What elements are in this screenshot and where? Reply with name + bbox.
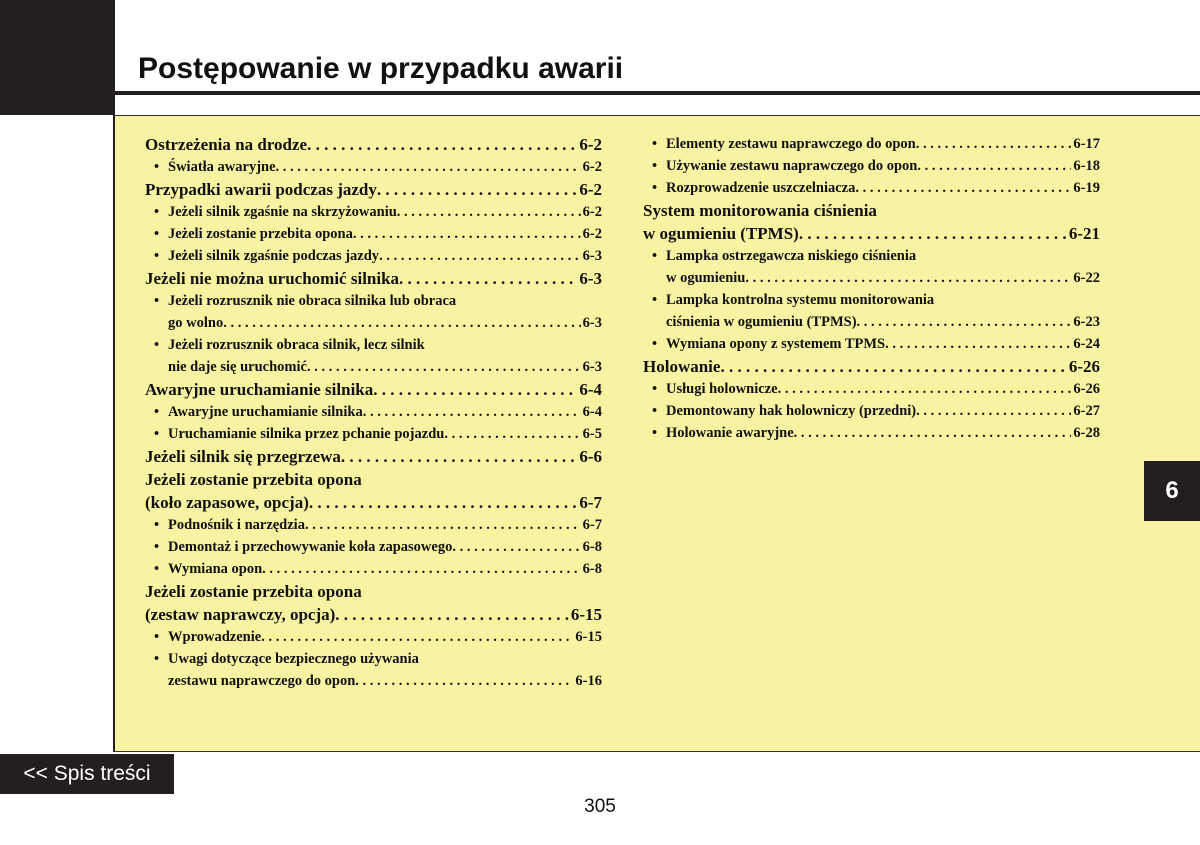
toc-entry-label-line1: Jeżeli zostanie przebita opona xyxy=(145,582,362,601)
dot-leader xyxy=(397,201,581,223)
toc-entry-label: Jeżeli silnik się przegrzewa xyxy=(145,447,341,466)
toc-entry-page: 6-7 xyxy=(579,493,602,512)
toc-entry-page: 6-24 xyxy=(1073,336,1100,352)
dot-leader xyxy=(307,356,581,378)
toc-entry-label: Demontowany hak holowniczy (przedni) xyxy=(666,403,917,419)
dot-leader xyxy=(309,491,577,514)
dot-leader xyxy=(916,133,1072,155)
toc-entry-label: Jeżeli nie można uruchomić silnika xyxy=(145,269,400,288)
bullet-icon: • xyxy=(154,248,160,264)
dot-leader xyxy=(377,178,577,201)
bullet-icon: • xyxy=(154,561,160,577)
toc-entry-label: w ogumieniu xyxy=(666,270,746,286)
toc-subsection-entry[interactable] xyxy=(643,177,1100,199)
toc-section-entry[interactable] xyxy=(145,267,602,290)
toc-entry-page: 6-5 xyxy=(582,426,602,442)
toc-entry-label: Rozprowadzenie uszczelniacza xyxy=(666,180,856,196)
toc-subsection-entry[interactable] xyxy=(145,536,602,558)
toc-section-entry[interactable] xyxy=(145,178,602,201)
toc-entry-page: 6-28 xyxy=(1073,425,1100,441)
toc-entry-page: 6-3 xyxy=(582,359,602,375)
toc-subsection-entry[interactable] xyxy=(145,156,602,178)
bullet-icon: • xyxy=(154,651,160,667)
table-of-contents-button[interactable]: << Spis treści xyxy=(0,754,174,794)
dot-leader xyxy=(335,603,569,626)
toc-subsection-entry[interactable] xyxy=(145,201,602,223)
toc-entry-label: (koło zapasowe, opcja) xyxy=(145,493,309,512)
dot-leader xyxy=(778,378,1072,400)
dot-leader xyxy=(917,155,1071,177)
toc-subsection-entry[interactable] xyxy=(643,155,1100,177)
toc-entry-page: 6-2 xyxy=(579,135,602,154)
dot-leader xyxy=(261,626,573,648)
toc-entry-page: 6-18 xyxy=(1073,158,1100,174)
bullet-icon: • xyxy=(652,292,658,308)
toc-entry-page: 6-16 xyxy=(575,673,602,689)
dot-leader xyxy=(305,514,581,536)
dot-leader xyxy=(223,312,580,334)
toc-entry-label: Światła awaryjne xyxy=(168,159,276,175)
toc-entry-page: 6-19 xyxy=(1073,180,1100,196)
toc-entry-label: Podnośnik i narzędzia xyxy=(168,517,305,533)
toc-entry-page: 6-3 xyxy=(579,269,602,288)
dot-leader xyxy=(355,670,573,692)
toc-subsection-entry[interactable] xyxy=(643,400,1100,422)
toc-entry-page: 6-8 xyxy=(582,539,602,555)
toc-entry-page: 6-4 xyxy=(579,380,602,399)
title-underline xyxy=(115,91,1200,95)
toc-subsection-entry[interactable] xyxy=(145,626,602,648)
toc-entry-label: (zestaw naprawczy, opcja) xyxy=(145,605,336,624)
toc-entry-label: Jeżeli silnik zgaśnie podczas jazdy xyxy=(168,248,380,264)
toc-entry-page: 6-6 xyxy=(579,447,602,466)
toc-subsection-entry[interactable] xyxy=(643,378,1100,400)
bullet-icon: • xyxy=(652,136,658,152)
toc-section-entry[interactable] xyxy=(643,355,1100,378)
bullet-icon: • xyxy=(154,293,160,309)
toc-entry-page: 6-15 xyxy=(575,629,602,645)
bullet-icon: • xyxy=(154,539,160,555)
toc-column-right xyxy=(643,133,1100,444)
dot-leader xyxy=(276,156,581,178)
dot-leader xyxy=(916,400,1071,422)
dot-leader xyxy=(373,378,577,401)
page-number: 305 xyxy=(584,796,616,817)
toc-entry-label: Jeżeli silnik zgaśnie na skrzyżowaniu xyxy=(168,204,397,220)
toc-subsection-entry[interactable] xyxy=(643,422,1100,444)
dot-leader xyxy=(379,245,581,267)
toc-entry-label-line1: Lampka ostrzegawcza niskiego ciśnienia xyxy=(666,248,917,264)
toc-entry-page: 6-2 xyxy=(579,180,602,199)
dot-leader xyxy=(857,311,1072,333)
toc-entry-page: 6-27 xyxy=(1073,403,1100,419)
header-corner-block xyxy=(0,0,115,115)
toc-entry-page: 6-21 xyxy=(1068,224,1100,243)
toc-entry-label: zestawu naprawczego do opon xyxy=(168,673,356,689)
dot-leader xyxy=(745,267,1071,289)
toc-column-left xyxy=(145,133,602,692)
dot-leader xyxy=(363,401,581,423)
toc-entry-label: Wprowadzenie xyxy=(168,629,262,645)
bullet-icon: • xyxy=(652,425,658,441)
dot-leader xyxy=(794,422,1072,444)
toc-section-entry[interactable] xyxy=(145,580,602,626)
toc-entry-label: Przypadki awarii podczas jazdy xyxy=(145,180,377,199)
dot-leader xyxy=(799,222,1067,245)
bullet-icon: • xyxy=(154,159,160,175)
toc-entry-label-line1: Jeżeli zostanie przebita opona xyxy=(145,470,362,489)
toc-section-entry[interactable] xyxy=(145,445,602,468)
toc-entry-label: Ostrzeżenia na drodze xyxy=(145,135,308,154)
toc-entry-label: Wymiana opony z systemem TPMS xyxy=(666,336,886,352)
toc-entry-page: 6-26 xyxy=(1073,381,1100,397)
dot-leader xyxy=(885,333,1071,355)
toc-entry-page: 6-3 xyxy=(582,315,602,331)
dot-leader xyxy=(855,177,1071,199)
toc-subsection-entry[interactable] xyxy=(145,423,602,445)
bullet-icon: • xyxy=(154,337,160,353)
bullet-icon: • xyxy=(154,404,160,420)
toc-entry-label-line1: Lampka kontrolna systemu monitorowania xyxy=(666,292,935,308)
toc-entry-page: 6-22 xyxy=(1073,270,1100,286)
bullet-icon: • xyxy=(652,336,658,352)
toc-subsection-entry[interactable] xyxy=(145,223,602,245)
toc-entry-label-line1: Jeżeli rozrusznik obraca silnik, lecz silnik xyxy=(168,337,425,353)
toc-subsection-entry[interactable] xyxy=(145,245,602,267)
bullet-icon: • xyxy=(154,226,160,242)
toc-entry-label: w ogumieniu (TPMS) xyxy=(643,224,799,243)
toc-subsection-entry[interactable] xyxy=(643,133,1100,155)
toc-subsection-entry[interactable] xyxy=(145,558,602,580)
bullet-icon: • xyxy=(154,517,160,533)
bullet-icon: • xyxy=(154,426,160,442)
toc-entry-page: 6-23 xyxy=(1073,314,1100,330)
dot-leader xyxy=(262,558,581,580)
toc-entry-page: 6-7 xyxy=(582,517,602,533)
toc-entry-page: 6-4 xyxy=(582,404,602,420)
toc-entry-label: nie daje się uruchomić xyxy=(168,359,307,375)
toc-entry-page: 6-3 xyxy=(582,248,602,264)
toc-entry-page: 6-15 xyxy=(570,605,602,624)
toc-entry-page: 6-2 xyxy=(582,159,602,175)
dot-leader xyxy=(341,445,577,468)
toc-subsection-entry[interactable] xyxy=(643,245,1100,289)
toc-entry-page: 6-17 xyxy=(1073,136,1100,152)
toc-subsection-entry[interactable] xyxy=(145,648,602,692)
toc-entry-page: 6-8 xyxy=(582,561,602,577)
toc-entry-label: Wymiana opon xyxy=(168,561,263,577)
toc-entry-label: go wolno xyxy=(168,315,224,331)
page-title: Postępowanie w przypadku awarii xyxy=(138,52,624,85)
toc-entry-label-line1: Jeżeli rozrusznik nie obraca silnika lub obraca xyxy=(168,293,457,309)
toc-entry-page: 6-26 xyxy=(1068,357,1100,376)
dot-leader xyxy=(452,536,580,558)
toc-subsection-entry[interactable] xyxy=(145,514,602,536)
bullet-icon: • xyxy=(652,180,658,196)
toc-subsection-entry[interactable] xyxy=(145,290,602,334)
dot-leader xyxy=(720,355,1066,378)
toc-section-entry[interactable] xyxy=(145,133,602,156)
bullet-icon: • xyxy=(652,158,658,174)
toc-subsection-entry[interactable] xyxy=(145,334,602,378)
toc-entry-label: Awaryjne uruchamianie silnika xyxy=(145,380,374,399)
dot-leader xyxy=(353,223,581,245)
toc-entry-label-line1: System monitorowania ciśnienia xyxy=(643,201,877,220)
toc-entry-label: Holowanie awaryjne xyxy=(666,425,794,441)
toc-subsection-entry[interactable] xyxy=(643,289,1100,333)
toc-section-entry[interactable] xyxy=(145,378,602,401)
toc-entry-label: Elementy zestawu naprawczego do opon xyxy=(666,136,916,152)
bullet-icon: • xyxy=(652,403,658,419)
toc-entry-label: Jeżeli zostanie przebita opona xyxy=(168,226,353,242)
toc-entry-label: Używanie zestawu naprawczego do opon xyxy=(666,158,918,174)
dot-leader xyxy=(307,133,577,156)
toc-entry-label: Awaryjne uruchamianie silnika xyxy=(168,404,363,420)
bullet-icon: • xyxy=(154,204,160,220)
dot-leader xyxy=(444,423,580,445)
toc-entry-page: 6-2 xyxy=(582,204,602,220)
bullet-icon: • xyxy=(154,629,160,645)
toc-subsection-entry[interactable] xyxy=(145,401,602,423)
toc-entry-label: Usługi holownicze xyxy=(666,381,778,397)
dot-leader xyxy=(399,267,577,290)
toc-entry-label-line1: Uwagi dotyczące bezpiecznego używania xyxy=(168,651,419,667)
toc-subsection-entry[interactable] xyxy=(643,333,1100,355)
bullet-icon: • xyxy=(652,248,658,264)
toc-entry-label: Uruchamianie silnika przez pchanie pojazdu xyxy=(168,426,445,442)
toc-entry-label: Holowanie xyxy=(643,357,721,376)
bullet-icon: • xyxy=(652,381,658,397)
toc-section-entry[interactable] xyxy=(643,199,1100,245)
toc-entry-label: Demontaż i przechowywanie koła zapasowego xyxy=(168,539,453,555)
toc-entry-label: ciśnienia w ogumieniu (TPMS) xyxy=(666,314,857,330)
toc-section-entry[interactable] xyxy=(145,468,602,514)
toc-entry-page: 6-2 xyxy=(582,226,602,242)
chapter-tab[interactable]: 6 xyxy=(1144,461,1200,521)
